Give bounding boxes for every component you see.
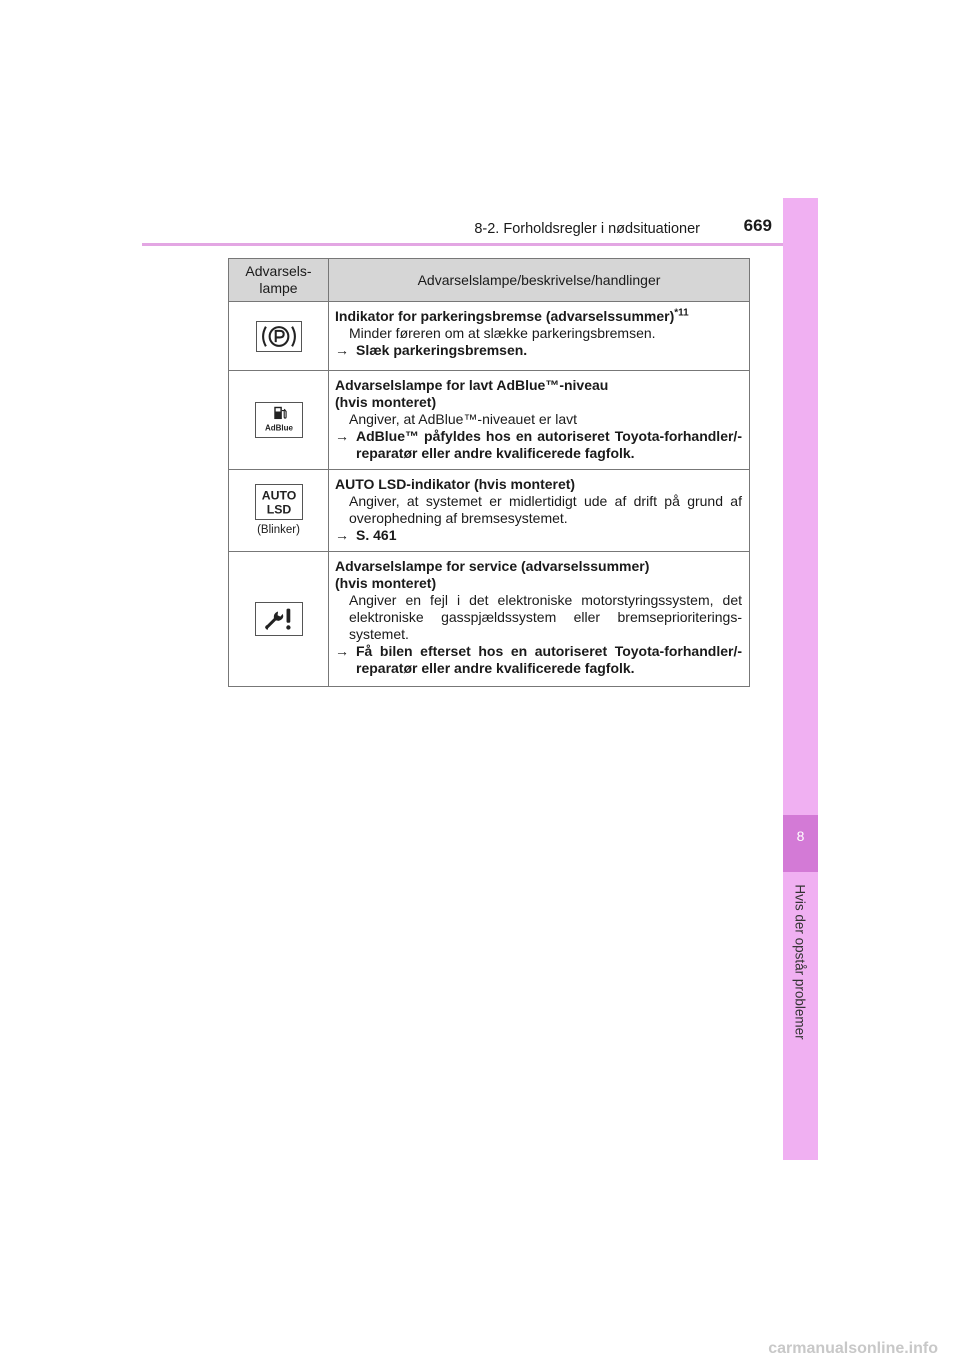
description-cell xyxy=(329,552,750,687)
action-text: Slæk parkeringsbremsen. xyxy=(356,342,528,358)
row-title: Advarselslampe for service (advarselssummer) (hvis monteret) xyxy=(335,558,650,591)
adblue-icon xyxy=(255,402,303,438)
row-action xyxy=(335,527,742,544)
column-header-description: Advarselslampe/beskrivelse/handlinger xyxy=(329,259,750,302)
arrow-icon: → xyxy=(335,643,349,659)
arrow-icon: → xyxy=(335,527,349,543)
service-warning-icon xyxy=(255,602,303,636)
arrow-icon: → xyxy=(335,342,349,358)
row-description: Angiver, at systemet er midlertidigt ude af drift på grund af overophedning af bremsesystemet. xyxy=(349,493,742,526)
row-action xyxy=(335,342,742,359)
icon-cell xyxy=(229,470,329,552)
row-description: Minder føreren om at slække parkeringsbremsen. xyxy=(349,325,656,341)
footnote-marker: *11 xyxy=(674,307,689,319)
parking-brake-icon xyxy=(256,321,302,352)
table-row xyxy=(229,302,750,371)
header-rule xyxy=(142,243,818,246)
row-action xyxy=(335,643,742,677)
description-cell xyxy=(329,371,750,470)
icon-cell xyxy=(229,302,329,371)
table-header-row xyxy=(229,259,750,302)
watermark: carmanualsonline.info xyxy=(768,1340,938,1357)
title-text: Indikator for parkeringsbremse (advarselssummer) xyxy=(335,308,675,324)
row-action xyxy=(335,428,742,462)
row-title: Advarselslampe for lavt AdBlue™-niveau (hvis monteret) xyxy=(335,377,609,410)
lsd-label: LSD xyxy=(266,502,291,517)
arrow-icon: → xyxy=(335,428,349,444)
description-cell xyxy=(329,302,750,371)
warning-light-table xyxy=(228,258,750,687)
icon-cell xyxy=(229,552,329,687)
table-row xyxy=(229,552,750,687)
chapter-number: 8 xyxy=(796,828,805,844)
action-text: S. 461 xyxy=(356,527,397,543)
row-title: AUTO LSD-indikator (hvis monteret) xyxy=(335,476,576,492)
table-row xyxy=(229,470,750,552)
action-text: AdBlue™ påfyldes hos en autoriseret Toyota-forhandler/-reparatør eller andre kvalificerede fagfolk. xyxy=(356,428,742,461)
description-cell xyxy=(329,470,750,552)
section-header: 8-2. Forholdsregler i nødsituationer xyxy=(474,221,700,237)
page-number: 669 xyxy=(743,216,772,235)
row-description: Angiver, at AdBlue™-niveauet er lavt xyxy=(349,411,578,427)
column-header-lamp: Advarsels- lampe xyxy=(229,259,329,302)
action-text: Få bilen efterset hos en autoriseret Toyota-forhandler/-reparatør eller andre kvalificerede fagfolk. xyxy=(356,643,742,676)
chapter-title: Hvis der opstår problemer xyxy=(792,884,808,1040)
row-title xyxy=(335,308,742,325)
auto-label: AUTO xyxy=(261,488,296,503)
auto-lsd-icon xyxy=(255,484,303,520)
icon-caption: (Blinker) xyxy=(257,524,300,536)
icon-cell xyxy=(229,371,329,470)
row-description: Angiver en fejl i det elektroniske motorstyringssystem, det elektroniske gasspjældssystem eller bremseprioriteringssystemet. xyxy=(349,592,742,642)
table-row xyxy=(229,371,750,470)
adblue-label: AdBlue xyxy=(264,423,293,433)
